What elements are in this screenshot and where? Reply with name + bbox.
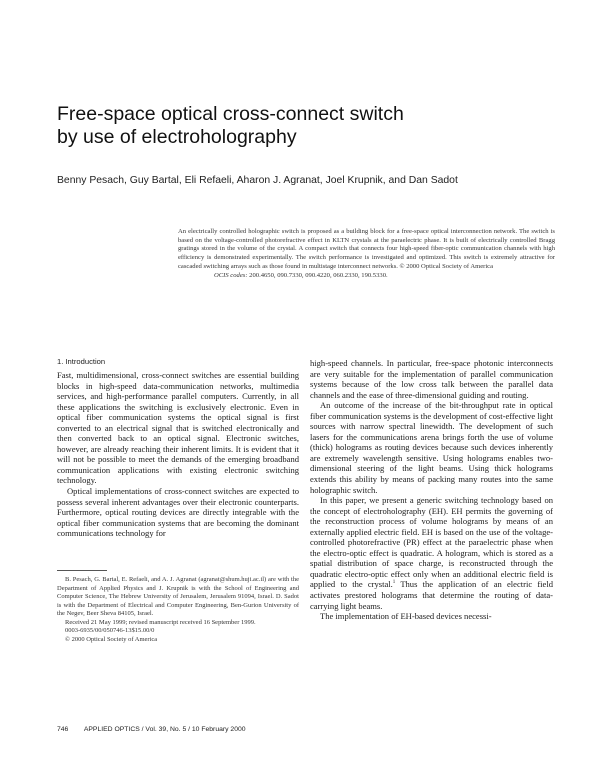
abstract-text: An electrically controlled holographic switch is proposed as a building block for a free-space optical interconnection network. The switch is based on the voltage-controlled photorefractive effect in KLTN crystals at the paraelectric phase. It is built of electrically controlled Bragg gratings stored in the volume of the crystal. A compact switch that connects four high-speed fiber-optic communication channels with high efficiency is demonstrated experimentally. The switch performance is investigated and optimized. This switch is extremely attractive for cascaded switching arrays such as those found in multistage interconnect networks. © 2000 Optical Society of America (178, 228, 555, 270)
paragraph-text: Thus the application of an electric field activates prestored holograms that determine the routing of data-carrying light beams. (310, 579, 553, 611)
title-line-1: Free-space optical cross-connect switch (57, 103, 404, 125)
footnotes (57, 576, 299, 644)
title-line-2: by use of electroholography (57, 126, 297, 148)
footnote-divider (57, 570, 107, 571)
footnote-affiliations: B. Pesach, G. Bartal, E. Refaeli, and A. J. Agranat (agranat@shum.huji.ac.il) are with the Department of Applied Physics and J. Krupnik is with the School of Engineering and Computer Science, The Hebrew University of Jerusalem, Jerusalem 91094, Israel. D. Sadot is with the Department of Electrical and Computer Engineering, Ben-Gurion University of the Negev, Beer Sheva 84105, Israel. (57, 576, 299, 617)
footnote-received: Received 21 May 1999; revised manuscript received 16 September 1999. (65, 618, 256, 626)
article-title (57, 103, 527, 149)
paragraph: An outcome of the increase of the bit-throughput rate in optical fiber communication systems is the development of cost-effective light sources with narrow spectral linewidth. The development of such lasers for the communications arena brings forth the use of volume (thick) holograms as routing devices because such devices inherently are extremely wavelength sensitive. Using holograms enables two-dimensional steering of the light beams. Using thick holograms extends this ability by means of packing many routes into the same holographic switch. (310, 400, 553, 495)
paragraph: Fast, multidimensional, cross-connect switches are essential building blocks in high-speed data-communication networks, multimedia services, and high-performance parallel computers. Currently, in all these applications the switching is exclusively electronic. Even in optical fiber communication systems the optical signal is first converted to an electrical signal that is switched electronically and then converted back to an optical signal. Electronic switches, however, are already reaching their inherent limits. It is evident that it will not be possible to meet the demands of the emerging broadband communication applications with existing electronic switching technology. (57, 370, 299, 486)
reference-marker: 1 (392, 580, 396, 586)
footnote-code: 0003-6935/00/050746-13$15.00/0 (65, 627, 155, 634)
author-list: Benny Pesach, Guy Bartal, Eli Refaeli, Aharon J. Agranat, Joel Krupnik, and Dan Sadot (57, 175, 458, 186)
column-left (57, 370, 299, 539)
section-heading: 1. Introduction (57, 357, 106, 366)
page-footer (57, 726, 260, 733)
ocis-values: 200.4650, 090.7330, 090.4220, 060.2330, 190.5330. (249, 271, 388, 279)
footnote-copyright: © 2000 Optical Society of America (65, 635, 158, 643)
paragraph: The implementation of EH-based devices necessi- (320, 611, 492, 622)
abstract (178, 228, 555, 280)
column-right (310, 358, 553, 622)
paragraph: Optical implementations of cross-connect switches are expected to possess several inherent advantages over their electronic counterparts. Furthermore, optical routing devices are directly integrable with the optical fiber communication systems that are becoming the dominant communications technology for (57, 486, 299, 539)
page-number: 746 (57, 726, 69, 733)
ocis-codes (178, 272, 555, 281)
ocis-label: OCIS codes: (214, 271, 248, 279)
paragraph: high-speed channels. In particular, free-space photonic interconnects are very suitable for the implementation of parallel communication systems because of the low cross talk between the parallel data channels and the ease of three-dimensional guiding and routing. (310, 358, 553, 400)
paragraph-text: In this paper, we present a generic switching technology based on the concept of electroholography (EH). EH permits the governing of the reconstruction process of volume holograms by means of an externally applied electric field. EH is based on the use of the voltage-controlled photorefractive (PR) effect at the paraelectric phase when the electro-optic effect is quadratic. A hologram, which is stored as a spatial distribution of space charge, is reconstructed through the quadratic electro-optic effect only when an additional electric field is applied to the crystal. (310, 495, 553, 590)
paragraph (310, 495, 553, 611)
journal-citation: APPLIED OPTICS / Vol. 39, No. 5 / 10 February 2000 (83, 726, 246, 733)
